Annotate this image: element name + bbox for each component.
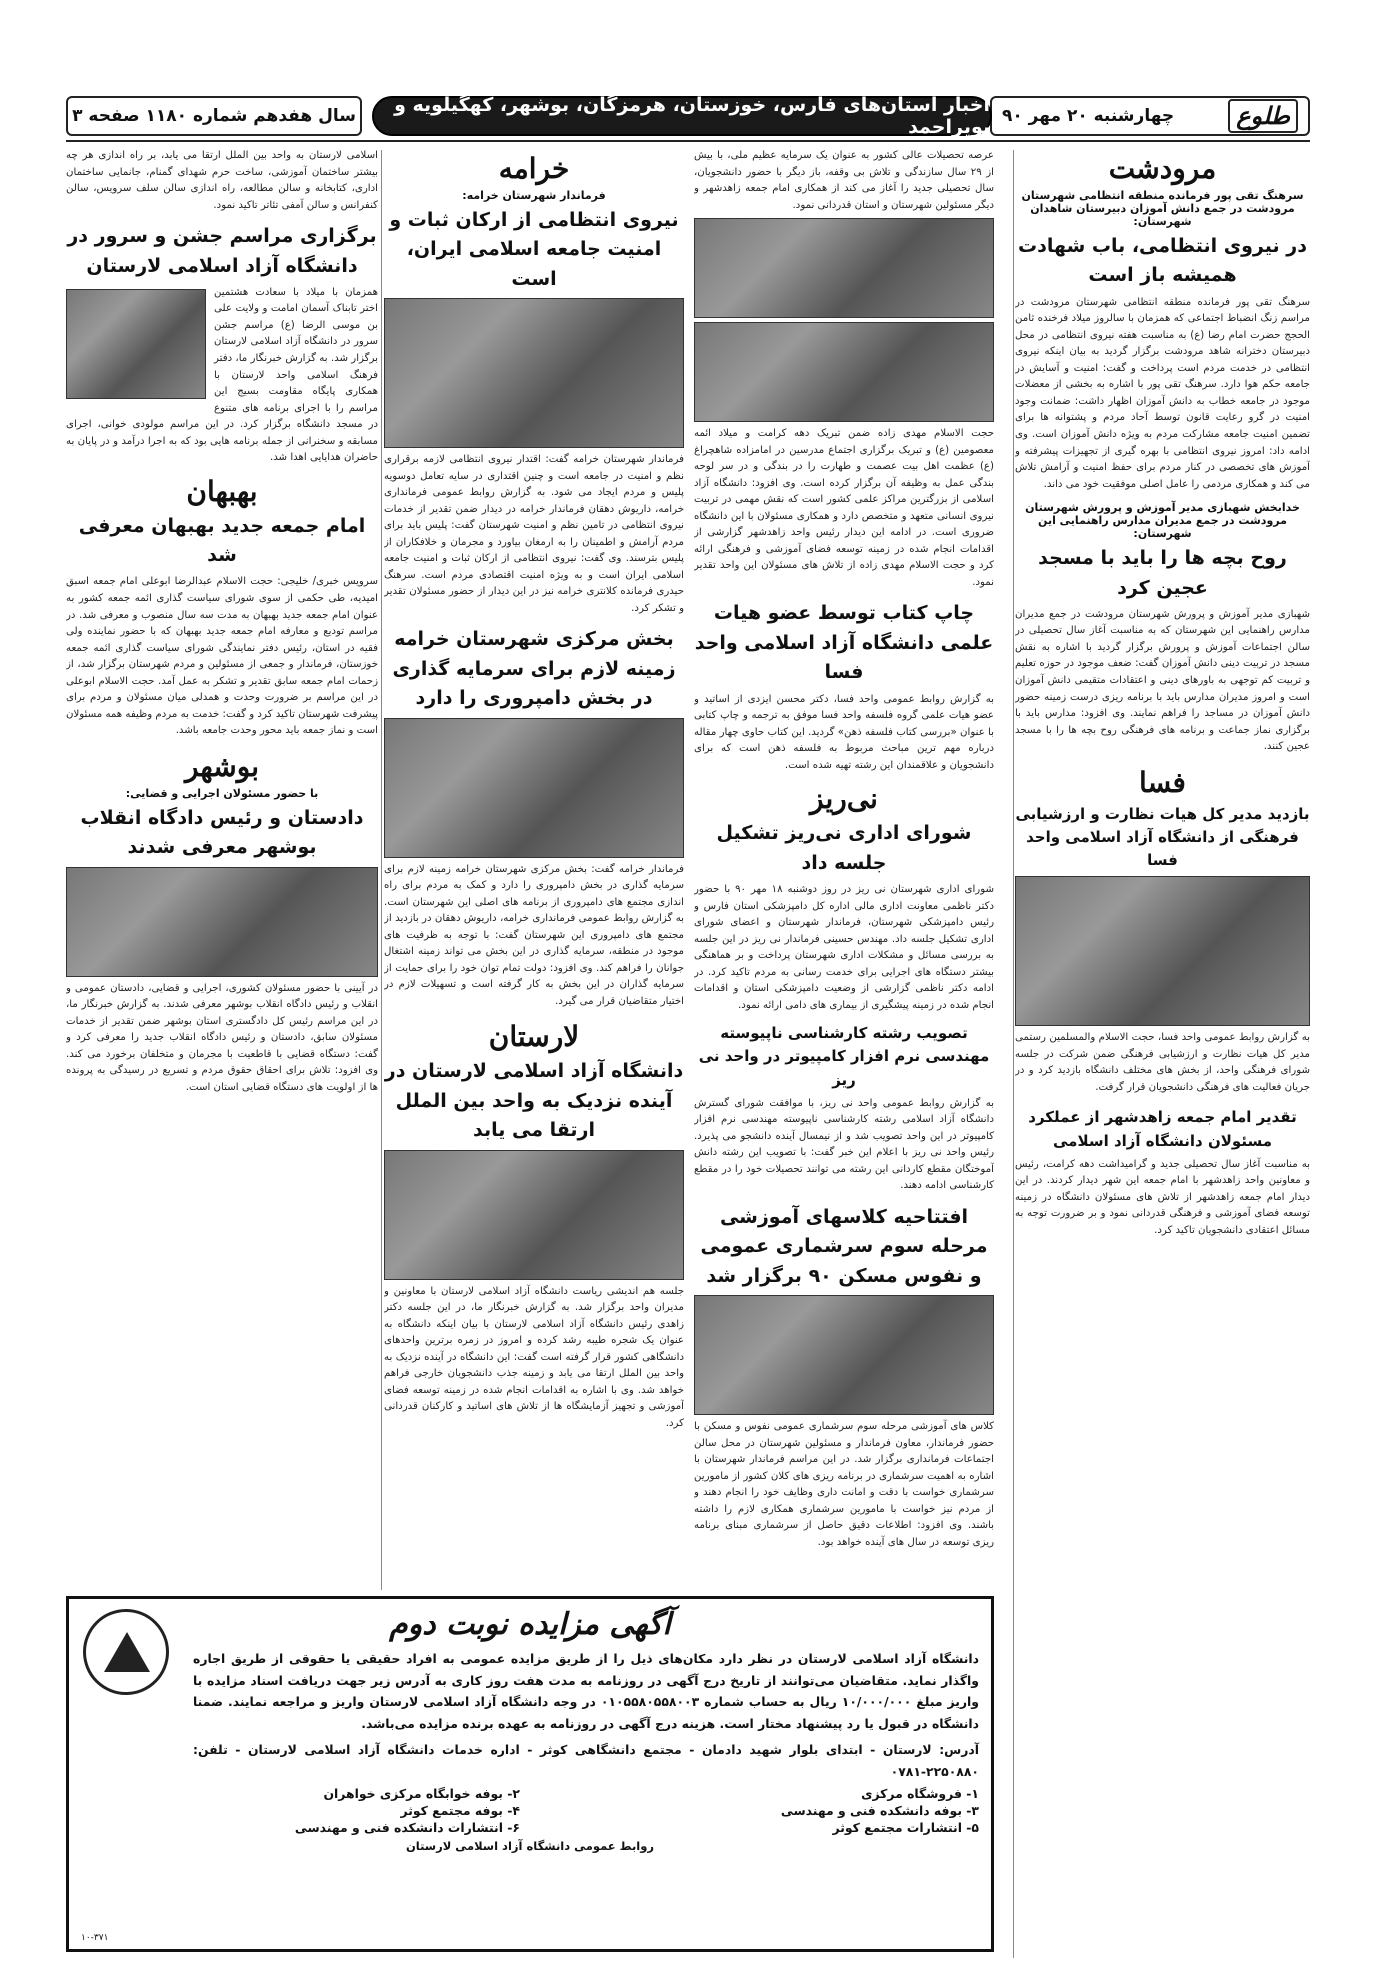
article-headline: شورای اداری نی‌ریز تشکیل جلسه داد [716, 822, 972, 874]
article-kicker: خدابخش شهبازی مدیر آموزش و پرورش شهرستان مرودشت در جمع مدیران مدارس راهنمایی این شهرستان: [1025, 501, 1300, 541]
section-heading-bushehr: بوشهر [184, 749, 260, 783]
section-heading-larestan: لارستان [488, 1020, 580, 1054]
article-body: عرصه تحصیلات عالی کشور به عنوان یک سرمایه عظیم ملی، با بیش از ۲۹ سال سازندگی و تلاش بی وقفه، باز دیگر با حضور دانشجویان، سال تحصیلی جدید را آغاز می کند از همکاری امام جمعه زاهدشهر و دیگر مسئولین شهرستان و استان قدردانی نمود. [694, 150, 994, 211]
page-header [66, 96, 1310, 136]
header-rule [66, 140, 1310, 142]
ad-item: ۶- انتشارات دانشکده فنی و مهندسی [294, 1820, 520, 1836]
section-heading-marvdasht: مرودشت [1108, 152, 1217, 185]
ad-item: ۱- فروشگاه مرکزی [861, 1786, 979, 1802]
ad-address: آدرس: لارستان - ابتدای بلوار شهید دادمان - مجتمع دانشگاهی کوثر - اداره خدمات دانشگاه آزاد اسلامی لارستان - تلفن: ۲۲۵۰۸۸۰-۰۷۸۱ [193, 1741, 979, 1779]
auction-advertisement [66, 1596, 994, 1952]
section-heading-neyriz: نی‌ریز [810, 782, 878, 816]
ad-signature: روابط عمومی دانشگاه آزاد اسلامی لارستان [405, 1839, 654, 1854]
ad-body: دانشگاه آزاد اسلامی لارستان در نظر دارد مکان‌های ذیل را از طریق مزایده عمومی به افراد حقیقی یا حقوقی از طریق اجاره واگذار نماید. متقاضیان می‌توانند از تاریخ درج آگهی در روزنامه به مدت هفت روز کاری به آدرس زیر جهت دریافت اسناد مزایده با واریز مبلغ ۱۰/۰۰۰/۰۰۰ ریال به حساب شماره ۰۱۰۵۵۸۰۵۵۸۰۰۳ در وجه دانشگاه آزاد اسلامی لارستان واریز و مراجعه نمایند. ضمنا دانشگاه در قبول یا رد پیشنهاد مختار است. هزینه درج آگهی در روزنامه به عهده برنده مزایده می‌باشد. [193, 1651, 979, 1732]
ad-item: ۴- بوفه مجتمع کوثر [400, 1803, 520, 1819]
ad-title: آگهی مزایده نوبت دوم [389, 1607, 671, 1642]
article-kicker: سرهنگ تقی پور فرمانده منطقه انتظامی شهرستان مرودشت در جمع دانش آموزان دبیرستان شاهدان شهرستان: [1021, 189, 1304, 228]
article-kicker: فرماندار شهرستان خرامه: [462, 189, 606, 202]
newspaper-logo: طلوع [1228, 99, 1298, 133]
news-photo [66, 867, 378, 977]
issue-date: چهارشنبه ۲۰ مهر ۹۰ [1002, 106, 1175, 126]
ad-code: ۱۰-۳۷۱ [81, 1933, 109, 1943]
article-body: شورای اداری شهرستان نی ریز در روز دوشنبه ۱۸ مهر ۹۰ با حضور دکتر ناظمی معاونت اداری مالی اداره کل دامپزشکی استان فارس و رئیس دامپزشکی شهرستان، فرماندار شهرستان و اعضای شورای اداری تشکیل جلسه داد. مهندس حسینی فرماندار نی ریز در این جلسه به بررسی مسائل و مشکلات اداری شهرستان پرداخت و بر هماهنگی بیشتر دستگاه های اجرایی برای خدمت رسانی به مردم تاکید کرد. در ادامه دکتر ناظمی گزارشی از وضعیت دامپزشکی استان و اقدامات انجام شده در زمینه پیشگیری از بیماری های دامی ارائه نمود. [694, 883, 994, 1011]
article-body: همزمان با میلاد با سعادت هشتمین اختر تابناک آسمان امامت و ولایت علی بن موسی الرضا (ع) مراسم جشن سرور در دانشگاه آزاد اسلامی لارستان برگزار شد. به گزارش خبرنگار ما، دفتر فرهنگ اسلامی واحد لارستان با همکاری پایگاه مقاومت بسیج این مراسم را با اجرای برنامه های متنوع در مسجد دانشگاه برگزار کرد. در این مراسم مولودی خوانی، اجرای مسابقه و سخنرانی از جمله برنامه هایی بود که به اجرا درآمد و در پایان به حاضران هدایایی اهدا شد. [66, 286, 378, 464]
article-body: فرماندار شهرستان خرامه گفت: اقتدار نیروی انتظامی لازمه برقراری نظم و امنیت در جامعه است و چنین اقتداری در سایه تعامل دوسویه پلیس و مردم ایجاد می شود. به گزارش روابط عمومی فرمانداری خرامه، داریوش دهقان فرماندار خرامه در دیدار ضمن تقدیر از خدمات نیروی انتظامی در تامین نظم و امنیت شهرستان گفت: پلیس باید برای مردم آرامش و اطمینان را به ارمغان بیاورد و مجرمان و خلافکاران از پلیس بترسند. وی گفت: نیروی انتظامی از ارکان ثبات و امنیت جامعه اسلامی ایران است و به ویژه امنیت اقتصادی مردم است. سرهنگ حیدری فرمانده کلانتری خرامه نیز در این دیدار از حضور مسئولان تقدیر و تشکر کرد. [384, 454, 684, 614]
column-divider [1013, 150, 1014, 1958]
section-heading-behbahan: بهبهان [186, 474, 258, 508]
news-photo [694, 218, 994, 318]
news-photo [66, 289, 206, 399]
article-body: حجت الاسلام مهدی زاده ضمن تبریک دهه کرامت و میلاد ائمه معصومین (ع) و تبریک برگزاری اجتماع مدرسین در امامزاده شاهچراغ (ع) عظمت اهل بیت عصمت و طهارت را در بندگی و در سر لوحه بندگی عمل به وظیفه آن برگزار کرده است. وی افزود: دانشگاه آزاد اسلامی از بزرگترین مراکز علمی کشور است که نقش مهمی در تربیت نیروی انسانی متعهد و متخصص دارد و همکاری مسئولان با این دانشگاه ضروری است. در ادامه این دیدار رئیس واحد زاهدشهر گزارشی از اقدامات انجام شده در زمینه توسعه فضای آموزشی و فرهنگی ارائه کرد و حجت الاسلام مهدی زاده از تلاش های مسئولان این واحد تقدیر نمود. [694, 428, 994, 588]
article-headline: نیروی انتظامی از ارکان ثبات و امنیت جامعه اسلامی ایران، است [389, 209, 679, 290]
column-divider [381, 150, 382, 1590]
article-headline: امام جمعه جدید بهبهان معرفی شد [78, 514, 366, 567]
ad-item: ۲- بوفه خوابگاه مرکزی خواهران [323, 1786, 520, 1802]
news-photo [384, 718, 684, 858]
article-body: به گزارش روابط عمومی واحد فسا، دکتر محسن ایزدی از اساتید و عضو هیات علمی گروه فلسفه واحد فسا موفق به ترجمه و چاپ کتابی با عنوان «بررسی کتاب فلسفه ذهن» گردید. این کتاب حاوی چهار مقاله درباره مهم ترین مباحث مربوط به فلسفه ذهن است که برای دانشجویان و علاقمندان این رشته تهیه شده است. [694, 693, 994, 771]
article-body: در آیینی با حضور مسئولان کشوری، اجرایی و قضایی، دادستان عمومی و انقلاب و رئیس دادگاه انقلاب بوشهر معرفی شدند. به گزارش خبرنگار ما، در این مراسم رئیس کل دادگستری استان بوشهر ضمن تقدیر از خدمات مسئولان سابق، دادستان و رئیس دادگاه انقلاب جدید را معرفی کرد و گفت: دستگاه قضایی با قاطعیت با مجرمان و متخلفان برخورد می کند. وی افزود: تلاش برای احقاق حقوق مردم و تسریع در رسیدگی به پرونده ها از اولویت های دستگاه قضایی استان است. [66, 982, 378, 1093]
article-headline: برگزاری مراسم جشن و سرور در دانشگاه آزاد اسلامی لارستان [67, 225, 377, 277]
university-emblem-icon [83, 1609, 169, 1695]
section-heading-fasa: فسا [1139, 765, 1186, 799]
article-headline: دادستان و رئیس دادگاه انقلاب بوشهر معرفی شدند [80, 806, 364, 859]
article-body: به گزارش روابط عمومی واحد نی ریز، با موافقت شورای گسترش دانشگاه آزاد اسلامی رشته کارشناسی ناپیوسته مهندسی نرم افزار کامپیوتر در این واحد تصویب شد و از نیمسال آینده دانشجو می پذیرد. رئیس واحد نی ریز با اعلام این خبر گفت: با تصویب این رشته دانش آموختگان مقطع کاردانی این رشته می توانند تحصیلات خود را در مقطع کارشناسی ادامه دهند. [694, 1097, 994, 1192]
ad-item: ۳- بوفه دانشکده فنی و مهندسی [780, 1803, 979, 1819]
news-photo [1015, 876, 1310, 1026]
column-middle-right [694, 148, 994, 1551]
article-body: سرهنگ تقی پور فرمانده منطقه انتظامی شهرستان مرودشت در مراسم زنگ انضباط اجتماعی که همزمان با سالروز میلاد فرخنده ثامن الحجج حضرت امام رضا (ع) به مناسبت هفته نیروی انتظامی در محل دبیرستان دخترانه شاهد مرودشت برگزار گردید به بیان اینکه نیروی انتظامی در خدمت مردم است پرداخت و گفت: امنیت و آسایش در جامعه حکم هوا دارد. سرهنگ تقی پور با اشاره به بخشی از معضلات موجود در جامعه خطاب به دانش آموزان اظهار داشت: ضمانت وجود امنیت در گرو رعایت قانون توسط آحاد مردم و پشتوانه ها برای تضمین امنیت جامعه مشارکت مردم به ویژه دانش آموزان است. وی ادامه داد: امروز نیروی انتظامی با بهره گیری از تجهیزات پیشرفته و آموزش های تخصصی در کنار مردم برای حفظ امنیت و آرامش تلاش می کند و همکاری مردمی را عامل اصلی موفقیت خود می داند. [1015, 296, 1310, 490]
news-photo [384, 1150, 684, 1280]
article-kicker: با حضور مسئولان اجرایی و قضایی: [125, 786, 319, 800]
article-headline: تقدیر امام جمعه زاهدشهر از عملکرد مسئولان دانشگاه آزاد اسلامی [1028, 1108, 1297, 1150]
article-headline: چاپ کتاب توسط عضو هیات علمی دانشگاه آزاد اسلامی واحد فسا [694, 602, 994, 684]
news-photo [694, 322, 994, 422]
column-right [1015, 148, 1310, 1956]
article-body: کلاس های آموزشی مرحله سوم سرشماری عمومی نفوس و مسکن با حضور فرماندار، معاون فرماندار و مسئولین شهرستان در محل سالن اجتماعات فرمانداری برگزار شد. در این مراسم فرماندار شهرستان با اشاره به اهمیت سرشماری در برنامه ریزی های کلان کشور از مامورین سرشماری خواست با دقت و امانت داری وظایف خود را انجام دهند و از مردم نیز خواست با مامورین سرشماری همکاری لازم را داشته باشند. وی افزود: اطلاعات دقیق حاصل از سرشماری مبنای برنامه ریزی توسعه در سال های آینده خواهد بود. [694, 1421, 994, 1548]
article-headline: بخش مرکزی شهرستان خرامه زمینه لازم برای سرمایه گذاری در بخش دامپروری را دارد [392, 628, 676, 710]
article-body: فرماندار خرامه گفت: بخش مرکزی شهرستان خرامه زمینه لازم برای سرمایه گذاری در بخش دامپروری را دارد و کمک به مردم برای راه اندازی مجتمع های دامپروری از برنامه های اصلی این شهرستان است. به گزارش روابط عمومی فرمانداری خرامه، داریوش دهقان در بازدید از مجتمع های دامپروری این شهرستان گفت: با توجه به ظرفیت های موجود در منطقه، سرمایه گذاری در این بخش می تواند زمینه اشتغال جوانان را فراهم کند. وی افزود: دولت تمام توان خود را برای حمایت از سرمایه گذاران در این بخش به کار گرفته است و تسهیلات لازم در اختیار متقاضیان قرار می گیرد. [384, 863, 684, 1007]
masthead-box [990, 96, 1310, 136]
section-heading-kharameh: خرامه [498, 152, 570, 185]
column-middle-left [384, 148, 684, 1551]
article-headline: افتتاحیه کلاسهای آموزشی مرحله سوم سرشماری عمومی و نفوس مسکن ۹۰ برگزار شد [700, 1205, 988, 1287]
issue-info: سال هفدهم شماره ۱۱۸۰ صفحه ۳ [66, 96, 362, 136]
article-body: جلسه هم اندیشی ریاست دانشگاه آزاد اسلامی لارستان با معاونین و مدیران واحد برگزار شد. به گزارش خبرنگار ما، در این جلسه دکتر زاهدی رئیس دانشگاه آزاد اسلامی لارستان با بیان اینکه دانشگاه به عنوان یک شجره طیبه رشد کرده و امروز در زمره برترین واحدهای دانشگاهی کشور قرار گرفته است گفت: این دانشگاه در آینده نزدیک به واحد بین الملل ارتقا می یابد و زمینه جذب دانشجویان خارجی فراهم خواهد شد. وی با اشاره به اقدامات انجام شده در زمینه توسعه فضای آموزشی و تجهیز آزمایشگاه ها از تلاش های اساتید و کارکنان قدردانی کرد. [384, 1285, 684, 1429]
news-photo [384, 298, 684, 448]
ad-item: ۵- انتشارات مجتمع کوثر [832, 1820, 979, 1836]
article-body: سرویس خبری/ خلیجی: حجت الاسلام عبدالرضا ابوعلی امام جمعه اسبق امیدیه، طی حکمی از سوی شورای سیاست گذاری ائمه جمعه کشور به عنوان امام جمعه جدید بهبهان به مدت سه سال منصوب و معرفی شد. در مراسم تودیع و معارفه امام جمعه جدید بهبهان که با حضور نماینده ولی فقیه در استان، رئیس دفتر نمایندگی شورای سیاست گذاری ائمه جمعه خوزستان، فرماندار و جمعی از مسئولین و مردم شهرستان برگزار شد، از زحمات امام جمعه سابق تقدیر و تشکر به عمل آمد. حجت الاسلام ابوعلی در این مراسم بر ضرورت وحدت و همدلی میان مسئولان و مردم برای پیشرفت شهرستان تاکید کرد و گفت: خدمت به مردم وظیفه همه مسئولان است و نماز جمعه باید محور وحدت جامعه باشد. [66, 576, 378, 737]
article-headline: تصویب رشته کارشناسی ناپیوسته مهندسی نرم افزار کامپیوتر در واحد نی ریز [698, 1024, 990, 1089]
article-headline: در نیروی انتظامی، باب شهادت همیشه باز است [1018, 235, 1307, 287]
news-photo [694, 1295, 994, 1415]
ad-items-list [81, 1786, 979, 1835]
article-headline: روح بچه ها را باید با مسجد عجین کرد [1038, 547, 1287, 599]
article-body: اسلامی لارستان به واحد بین الملل ارتقا می یابد، بر راه اندازی هر چه بیشتر ساختمان آموزشی، ساخت حرم شهدای گمنام، جانمایی ساختمان اداری، کتابخانه و سالن مطالعه، راه اندازی سالن سلف سرویس، سالن کنفرانس و سالن آمفی تئاتر تاکید نمود. [66, 150, 378, 211]
article-headline: بازدید مدیر کل هیات نظارت و ارزشیابی فرهنگی از دانشگاه آزاد اسلامی واحد فسا [1015, 804, 1310, 870]
column-left [66, 148, 378, 1588]
article-body: شهبازی مدیر آموزش و پرورش شهرستان مرودشت در جمع مدیران مدارس راهنمایی این شهرستان که به مناسبت آغاز سال تحصیلی در سالن اجتماعات آموزش و پرورش برگزار گردید با اشاره به نقش مسجد در تربیت دینی دانش آموزان گفت: ضعف موجود در حوزه تعلیم و تربیت کم توجهی به باورهای دینی و اعتقادات متقیمی دانش آموزان است و امروز مدیران مدارس باید با برنامه ریزی درست زمینه حضور دانش آموزان در مساجد را فراهم نمایند. وی افزود: مدارس باید با برگزاری نماز جماعت و برنامه های فرهنگی روح بچه ها را با مسجد عجین کنند. [1015, 608, 1310, 753]
article-headline: دانشگاه آزاد اسلامی لارستان در آینده نزدیک به واحد بین الملل ارتقا می یابد [384, 1060, 684, 1142]
section-title: اخبار استان‌های فارس، خوزستان، هرمزگان، بوشهر، کهگیلویه و بویراحمد [372, 96, 992, 136]
article-body: به مناسبت آغاز سال تحصیلی جدید و گرامیداشت دهه کرامت، رئیس و معاونین واحد زاهدشهر با امام جمعه این شهر دیدار کردند. در این دیدار امام جمعه زاهدشهر از تلاش های مسئولان دانشگاه در زمینه توسعه فضای آموزشی و فرهنگی قدردانی نمود و بر ضرورت توجه به مسائل اعتقادی دانشجویان تاکید کرد. [1015, 1158, 1310, 1236]
article-body: به گزارش روابط عمومی واحد فسا، حجت الاسلام والمسلمین رستمی مدیر کل هیات نظارت و ارزشیابی فرهنگی ضمن شرکت در جلسه شورای فرهنگی واحد، از بخش های مختلف دانشگاه بازدید کرد و در جریان فعالیت های فرهنگی دانشجویان قرار گرفت. [1015, 1032, 1310, 1093]
column-middle [384, 148, 994, 1588]
